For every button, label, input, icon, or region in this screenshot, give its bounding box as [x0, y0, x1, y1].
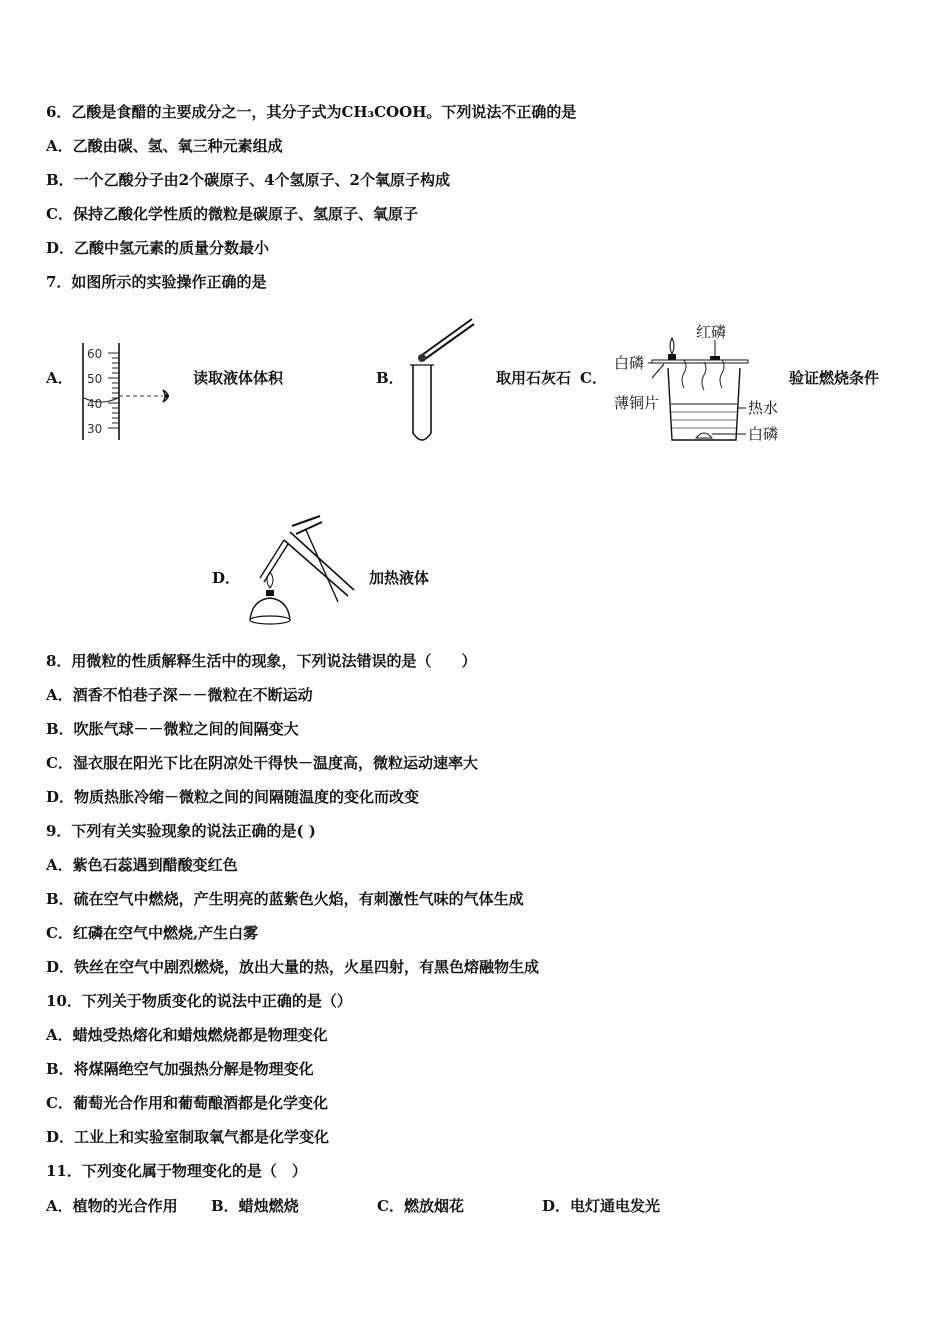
q7-stem: 7．如图所示的实验操作正确的是 — [46, 273, 267, 291]
q6-option-a: A．乙酸由碳、氢、氧三种元素组成 — [46, 137, 283, 155]
q9-option-a: A．紫色石蕊遇到醋酸变红色 — [46, 856, 238, 874]
q9-option-b: B．硫在空气中燃烧，产生明亮的蓝紫色火焰，有刺激性气味的气体生成 — [46, 890, 524, 908]
label-red-phosphorus: 红磷 — [696, 323, 727, 341]
tick-label-40: 40 — [87, 397, 103, 411]
label-hot-water: 热水 — [748, 399, 779, 417]
tick-label-50: 50 — [87, 372, 103, 386]
label-copper-sheet: 薄铜片 — [614, 394, 660, 412]
heating-liquid-diagram — [240, 510, 360, 635]
q8-option-d: D．物质热胀冷缩－微粒之间的间隔随温度的变化而改变 — [46, 788, 420, 806]
q9-stem: 9．下列有关实验现象的说法正确的是( ) — [46, 822, 316, 840]
q10-option-a: A．蜡烛受热熔化和蜡烛燃烧都是物理变化 — [46, 1026, 328, 1044]
q7-a-caption: 读取液体体积 — [193, 369, 284, 387]
q11-option-a: A．植物的光合作用 — [46, 1197, 178, 1215]
q10-stem: 10．下列关于物质变化的说法中正确的是（） — [46, 992, 352, 1010]
q10-option-d: D．工业上和实验室制取氧气都是化学变化 — [46, 1128, 330, 1146]
graduated-cylinder-diagram — [75, 338, 185, 448]
q11-option-d: D．电灯通电发光 — [542, 1197, 661, 1215]
q8-stem: 8．用微粒的性质解释生活中的现象，下列说法错误的是（ ） — [46, 652, 477, 670]
q7-a-letter: A． — [46, 369, 73, 387]
q7-b-letter: B． — [376, 369, 404, 387]
q8-option-c: C．湿衣服在阳光下比在阴凉处干得快－温度高，微粒运动速率大 — [46, 754, 478, 772]
q7-d-letter: D． — [212, 569, 241, 587]
q9-option-d: D．铁丝在空气中剧烈燃烧，放出大量的热，火星四射，有黑色熔融物生成 — [46, 958, 540, 976]
q7-c-caption: 验证燃烧条件 — [789, 369, 880, 387]
tick-label-30: 30 — [87, 422, 103, 436]
tick-label-60: 60 — [87, 347, 103, 361]
q7-b-caption: 取用石灰石 — [496, 369, 572, 387]
q11-option-b: B．蜡烛燃烧 — [211, 1197, 299, 1215]
q6-option-b: B．一个乙酸分子由2个碳原子、4个氢原子、2个氧原子构成 — [46, 171, 450, 189]
q10-option-b: B．将煤隔绝空气加强热分解是物理变化 — [46, 1060, 314, 1078]
q7-d-caption: 加热液体 — [369, 569, 430, 587]
q6-option-c: C．保持乙酸化学性质的微粒是碳原子、氢原子、氧原子 — [46, 205, 418, 223]
label-white-phosphorus-top: 白磷 — [614, 354, 645, 372]
q10-option-c: C．葡萄光合作用和葡萄酿酒都是化学变化 — [46, 1094, 328, 1112]
q7-c-letter: C． — [580, 369, 607, 387]
q8-option-a: A．酒香不怕巷子深－－微粒在不断运动 — [46, 686, 313, 704]
q11-option-c: C．燃放烟花 — [377, 1197, 464, 1215]
label-white-phosphorus-bottom: 白磷 — [748, 425, 779, 443]
q11-stem: 11．下列变化属于物理变化的是（ ） — [46, 1162, 307, 1180]
flame-icon — [670, 338, 674, 354]
q8-option-b: B．吹胀气球－－微粒之间的间隔变大 — [46, 720, 299, 738]
test-tube-tweezers-diagram — [400, 315, 480, 445]
combustion-condition-diagram — [612, 318, 792, 448]
q9-option-c: C．红磷在空气中燃烧,产生白雾 — [46, 924, 259, 942]
q6-stem: 6．乙酸是食醋的主要成分之一，其分子式为CH₃COOH。下列说法不正确的是 — [46, 103, 577, 121]
q6-option-d: D．乙酸中氢元素的质量分数最小 — [46, 239, 270, 257]
